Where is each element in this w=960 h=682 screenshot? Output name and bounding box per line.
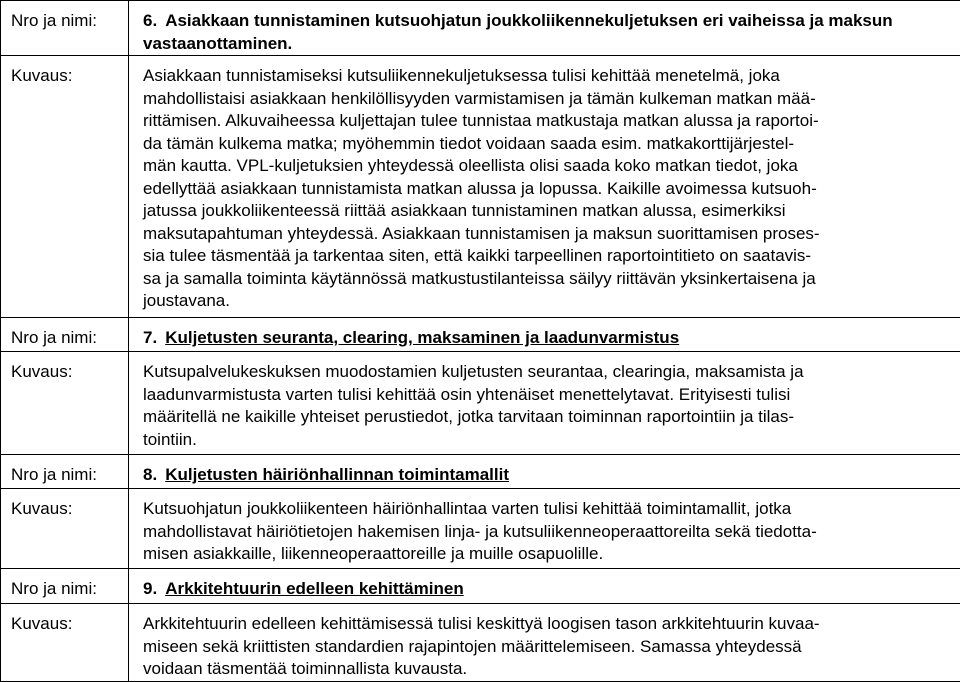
- section-4-description-row: [1, 604, 960, 682]
- description-line: Arkkitehtuurin edelleen kehittämisessä tulisi keskittyä loogisen tason arkkitehtuurin kuvaa-: [143, 613, 948, 636]
- section-3-description-cell: [129, 489, 960, 569]
- section-number: 9.: [143, 579, 157, 598]
- nro-ja-nimi-label: Nro ja nimi:: [1, 1, 129, 56]
- section-3-title-cell: [129, 455, 960, 489]
- section-4-title-cell: [129, 569, 960, 604]
- section-title: [143, 327, 948, 350]
- section-4-description-cell: [129, 604, 960, 682]
- description-line: Kutsupalvelukeskuksen muodostamien kuljetusten seurantaa, clearingia, maksamista ja: [143, 361, 948, 384]
- section-title: [143, 578, 948, 601]
- section-title: [143, 10, 948, 55]
- section-3-title-row: [1, 455, 960, 489]
- description-line: Asiakkaan tunnistamiseksi kutsuliikennekuljetuksessa tulisi kehittää menetelmä, joka: [143, 65, 948, 88]
- section-number: 8.: [143, 465, 157, 484]
- section-number: 7.: [143, 328, 157, 347]
- description-line: miseen sekä kriittisten standardien rajapintojen määrittelemiseen. Samassa yhteydessä: [143, 636, 948, 659]
- kuvaus-label: Kuvaus:: [1, 352, 129, 455]
- description-line: da tämän kulkema matka; myöhemmin tiedot voidaan saada esim. matkakorttijärjestel-: [143, 133, 948, 156]
- section-4-title-row: [1, 569, 960, 604]
- kuvaus-label: Kuvaus:: [1, 56, 129, 318]
- description-line: määritellä ne kaikille yhteiset perustiedot, jotka tarvitaan toiminnan raportointiin ja tilas-: [143, 406, 948, 429]
- description-line: tointiin.: [143, 429, 948, 452]
- section-2-title-cell: [129, 318, 960, 352]
- section-2-description-row: [1, 352, 960, 455]
- kuvaus-label: Kuvaus:: [1, 489, 129, 569]
- section-title: [143, 464, 948, 487]
- kuvaus-label: Kuvaus:: [1, 604, 129, 682]
- section-2-title-row: [1, 318, 960, 352]
- section-1-title-cell: [129, 1, 960, 56]
- description-line: maksutapahtuman yhteydessä. Asiakkaan tunnistamisen ja maksun suorittamisen proses-: [143, 223, 948, 246]
- section-1-title-row: [1, 1, 960, 56]
- nro-ja-nimi-label: Nro ja nimi:: [1, 318, 129, 352]
- section-3-description-row: [1, 489, 960, 569]
- section-number: 6.: [143, 11, 157, 30]
- description-line: Kutsuohjatun joukkoliikenteen häiriönhallintaa varten tulisi kehittää toimintamallit, jotka: [143, 498, 948, 521]
- section-1-description-cell: [129, 56, 960, 318]
- description-line: sa ja samalla toiminta käytännössä matkustustilanteissa säilyy riittävän yksinkertaisena ja: [143, 268, 948, 291]
- description-line: voidaan täsmentää toiminnallista kuvausta.: [143, 658, 948, 681]
- section-title-text: Asiakkaan tunnistaminen kutsuohjatun joukkoliikennekuljetuksen eri vaiheissa ja maksun vastaanottaminen.: [143, 11, 893, 53]
- description-line: edellyttää asiakkaan tunnistamista matkan alussa ja lopussa. Kaikille avoimessa kutsuoh-: [143, 178, 948, 201]
- nro-ja-nimi-label: Nro ja nimi:: [1, 455, 129, 489]
- description-line: mahdollistaisi asiakkaan henkilöllisyyden varmistamisen ja tämän kulkeman matkan mää-: [143, 88, 948, 111]
- section-title-text: Kuljetusten häiriönhallinnan toimintamallit: [165, 465, 509, 484]
- description-line: misen asiakkaille, liikenneoperaattoreille ja muille osapuolille.: [143, 543, 948, 566]
- document-table-body: [1, 1, 960, 682]
- section-title-text: Arkkitehtuurin edelleen kehittäminen: [165, 579, 464, 598]
- description-line: män kautta. VPL-kuljetuksien yhteydessä oleellista olisi saada koko matkan tiedot, joka: [143, 155, 948, 178]
- nro-ja-nimi-label: Nro ja nimi:: [1, 569, 129, 604]
- description-line: mahdollistavat häiriötietojen hakemisen linja- ja kutsuliikenneoperaattoreilta sekä tiedotta-: [143, 521, 948, 544]
- description-line: rittämisen. Alkuvaiheessa kuljettajan tulee tunnistaa matkustaja matkan alussa ja raportoi-: [143, 110, 948, 133]
- section-title-text: Kuljetusten seuranta, clearing, maksaminen ja laadunvarmistus: [165, 328, 679, 347]
- description-line: sia tulee täsmentää ja tarkentaa siten, että kaikki tarpeellinen raportointitieto on saatavis-: [143, 245, 948, 268]
- description-line: jatussa joukkoliikenteessä riittää asiakkaan tunnistaminen matkan alussa, esimerkiksi: [143, 200, 948, 223]
- description-line: joustavana.: [143, 290, 948, 313]
- section-1-description-row: [1, 56, 960, 318]
- description-line: laadunvarmistusta varten tulisi kehittää osin yhtenäiset menettelytavat. Erityisesti tulisi: [143, 384, 948, 407]
- section-2-description-cell: [129, 352, 960, 455]
